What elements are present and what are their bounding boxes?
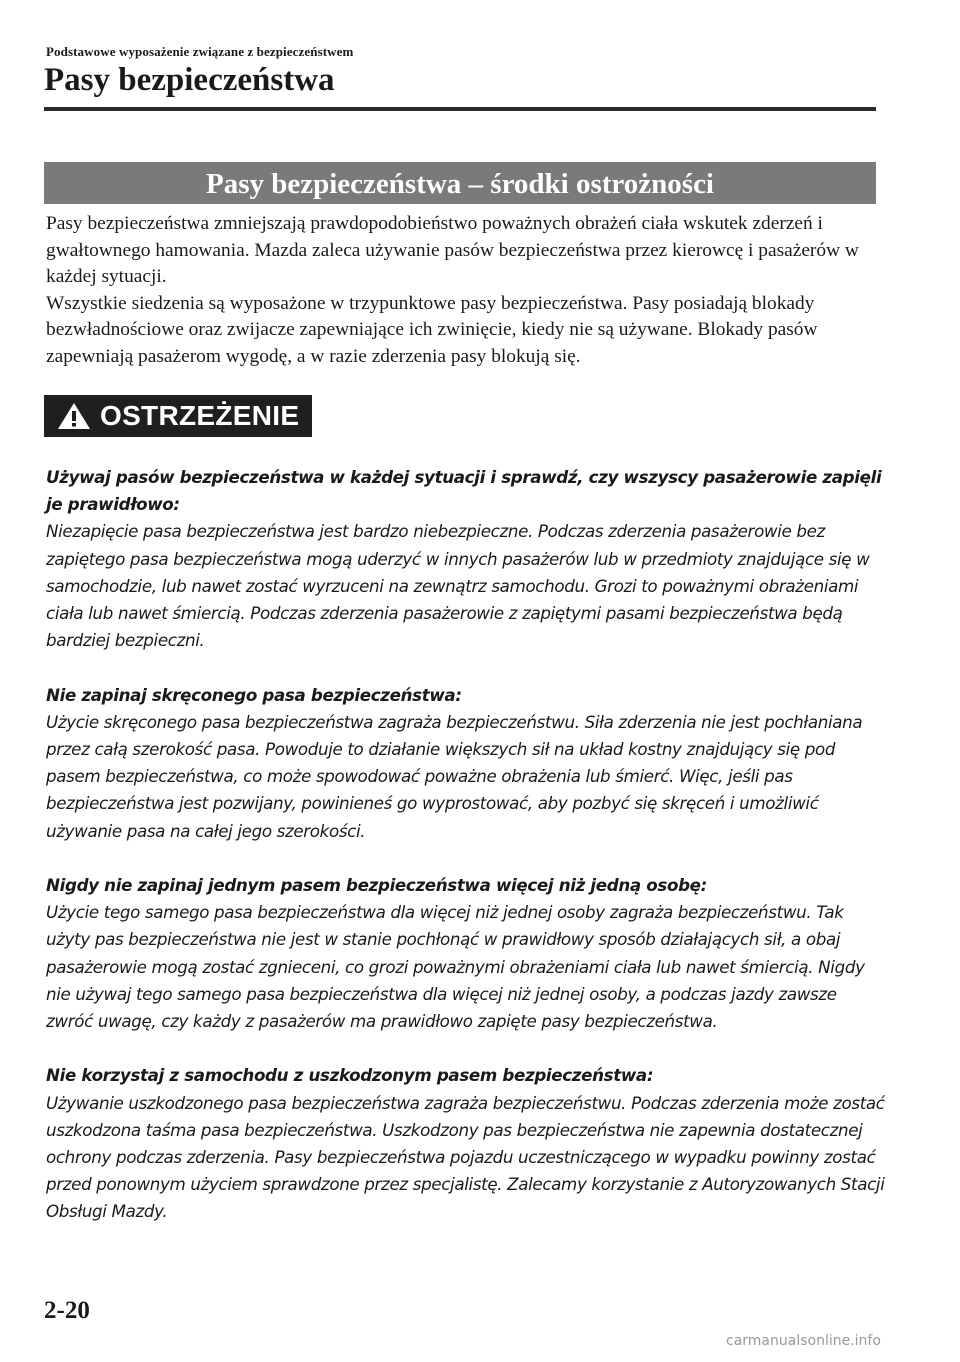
warning-heading: Nie korzystaj z samochodu z uszkodzonym pasem bezpieczeństwa: bbox=[46, 1065, 654, 1086]
warning-item bbox=[46, 682, 888, 845]
warning-body: Niezapięcie pasa bezpieczeństwa jest bardzo niebezpieczne. Podczas zderzenia pasażerowie bez zapiętego pasa bezpieczeństwa mogą uderzyć w innych pasażerów lub w przedmioty znajdujące się w samochodzie, lub nawet zostać wyrzuceni na zewnątrz samochodu. Grozi to poważnymi obrażeniami ciała lub nawet śmiercią. Podczas zderzenia pasażerowie z zapiętymi pasami bezpieczeństwa będą bardziej bezpieczni. bbox=[46, 521, 870, 651]
intro-paragraph-2: Wszystkie siedzenia są wyposażone w trzypunktowe pasy bezpieczeństwa. Pasy posiadają blokady bezwładnościowe oraz zwijacze zapewniające ich zwinięcie, kiedy nie są używane. Blokady pasów zapewniają pasażerom wygodę, a w razie zderzenia pasy blokują się. bbox=[46, 292, 818, 367]
warnings-list bbox=[46, 464, 888, 1253]
warning-item bbox=[46, 872, 888, 1035]
warning-body: Użycie tego samego pasa bezpieczeństwa dla więcej niż jednej osoby zagraża bezpieczeństwu. Tak użyty pas bezpieczeństwa nie jest w stanie pochłonąć w prawidłowy sposób działających sił, a obaj pasażerowie mogą zostać zgnieceni, co grozi poważnymi obrażeniami ciała lub nawet śmiercią. Nigdy nie używaj tego samego pasa bezpieczeństwa dla więcej niż jednej osoby, a podczas jazdy zawsze zwróć uwagę, czy każdy z pasażerów ma prawidłowo zapięte pasy bezpieczeństwa. bbox=[46, 902, 865, 1032]
warning-badge bbox=[44, 395, 312, 437]
warning-item bbox=[46, 1062, 888, 1225]
watermark: carmanualsonline.info bbox=[726, 1333, 881, 1349]
page-number: 2-20 bbox=[44, 1297, 90, 1324]
warning-triangle-icon bbox=[56, 401, 92, 431]
intro-text bbox=[46, 211, 886, 370]
section-header: Pasy bezpieczeństwa – środki ostrożności bbox=[44, 162, 876, 204]
title-divider bbox=[44, 107, 876, 111]
intro-paragraph-1: Pasy bezpieczeństwa zmniejszają prawdopodobieństwo poważnych obrażeń ciała wskutek zderzeń i gwałtownego hamowania. Mazda zaleca używanie pasów bezpieczeństwa przez kierowcę i pasażerów w każdej sytuacji. bbox=[46, 213, 859, 287]
warning-body: Użycie skręconego pasa bezpieczeństwa zagraża bezpieczeństwu. Siła zderzenia nie jest pochłaniana przez całą szerokość pasa. Powoduje to działanie większych sił na układ kostny znajdujący się pod pasem bezpieczeństwa, co może spowodować poważne obrażenia lub śmierć. Więc, jeśli pas bezpieczeństwa jest pozwijany, powinieneś go wyprostować, aby pozbyć się skręceń i umożliwić używanie pasa na całej jego szerokości. bbox=[46, 711, 863, 841]
breadcrumb: Podstawowe wyposażenie związane z bezpieczeństwem bbox=[46, 44, 354, 59]
warning-heading: Nigdy nie zapinaj jednym pasem bezpieczeństwa więcej niż jedną osobę: bbox=[46, 875, 707, 896]
warning-item bbox=[46, 464, 888, 654]
warning-heading: Używaj pasów bezpieczeństwa w każdej sytuacji i sprawdź, czy wszyscy pasażerowie zapięli je prawidłowo: bbox=[46, 467, 882, 515]
warning-heading: Nie zapinaj skręconego pasa bezpieczeństwa: bbox=[46, 684, 462, 705]
warning-body: Używanie uszkodzonego pasa bezpieczeństwa zagraża bezpieczeństwu. Podczas zderzenia może zostać uszkodzona taśma pasa bezpieczeństwa. Uszkodzony pas bezpieczeństwa nie zapewnia dostatecznej ochrony podczas zderzenia. Pasy bezpieczeństwa pojazdu uczestniczącego w wypadku powinny zostać przed ponownym użyciem sprawdzone przez specjalistę. Zalecamy korzystanie z Autoryzowanych Stacji Obsługi Mazdy. bbox=[46, 1092, 885, 1222]
warning-label: OSTRZEŻENIE bbox=[100, 400, 300, 431]
page-title: Pasy bezpieczeństwa bbox=[44, 62, 335, 98]
